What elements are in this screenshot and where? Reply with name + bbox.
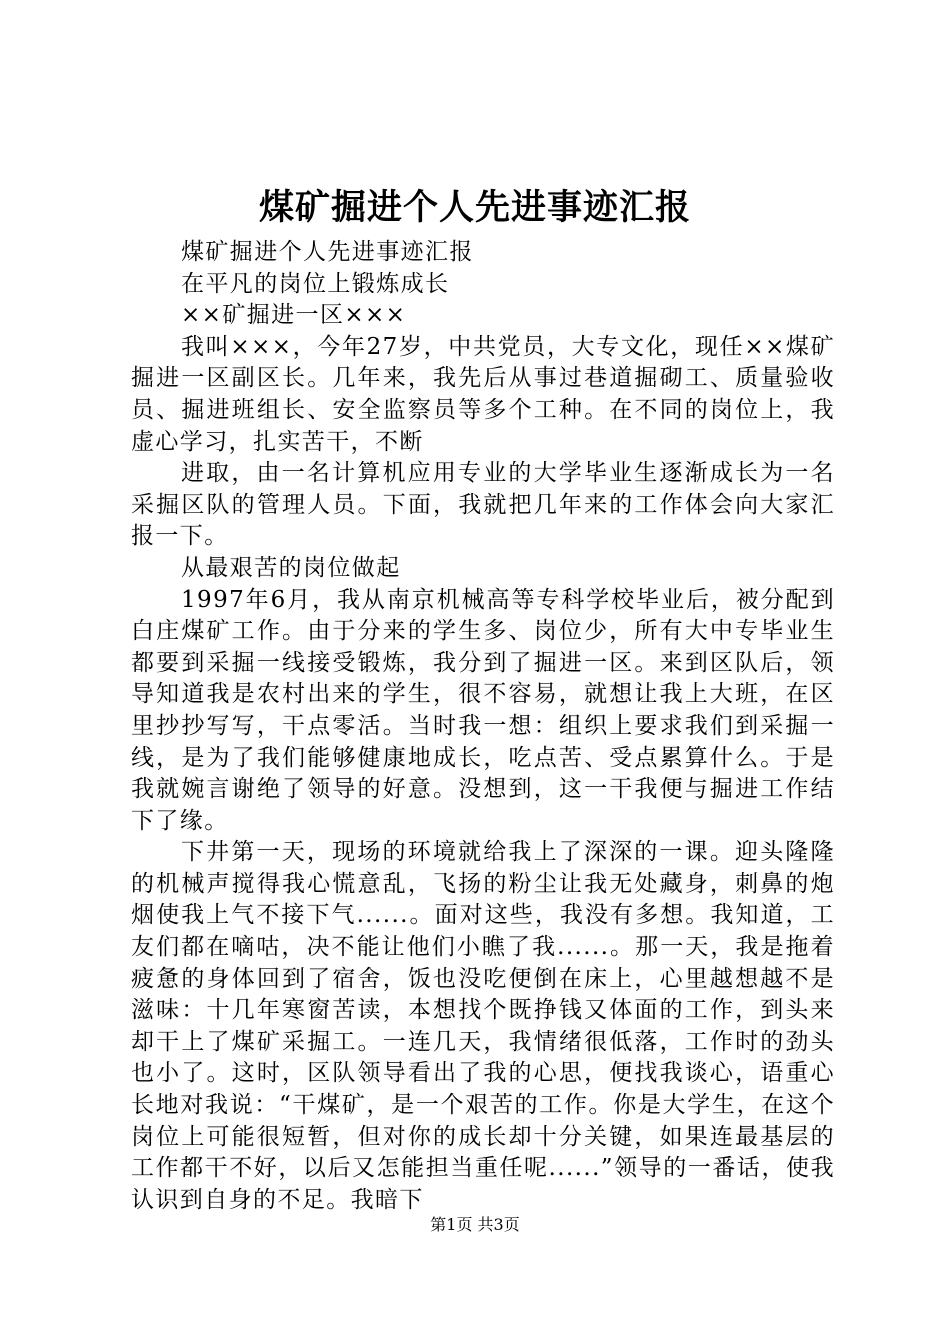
paragraph-author: ××矿掘进一区××× xyxy=(181,302,407,329)
section-heading: 从最艰苦的岗位做起 xyxy=(181,554,401,581)
paragraph-intro-continued: 进取，由一名计算机应用专业的大学毕业生逐渐成长为一名采掘区队的管理人员。下面，我就把几年来的工作体会向大家汇报一下。 xyxy=(131,460,835,550)
paragraph-body: 下井第一天，现场的环境就给我上了深深的一课。迎头隆隆的机械声搅得我心慌意乱，飞扬的粉尘让我无处藏身，刺鼻的炮烟使我上气不接下气......。面对这些，我没有多想。我知道，工友们都在嘀咕，决不能让他们小瞧了我......。那一天，我是拖着疲惫的身体回到了宿舍，饭也没吃便倒在床上，心里越想越不是滋味：十几年寒窗苦读，本想找个既挣钱又体面的工作，到头来却干上了煤矿采掘工。一连几天，我情绪很低落，工作时的劲头也小了。这时，区队领导看出了我的心思，便找我谈心，语重心长地对我说：“干煤矿，是一个艰苦的工作。你是大学生，在这个岗位上可能很短暂，但对你的成长却十分关键，如果连最基层的工作都干不好，以后又怎能担当重任呢......”领导的一番话，使我认识到自身的不足。我暗下 xyxy=(131,839,835,1213)
paragraph-heading: 在平凡的岗位上锻炼成长 xyxy=(181,270,450,297)
document-title: 煤矿掘进个人先进事迹汇报 xyxy=(258,187,691,228)
paragraph-subtitle: 煤矿掘进个人先进事迹汇报 xyxy=(181,239,474,265)
document-body xyxy=(131,237,835,1216)
paragraph-intro: 我叫×××，今年27岁，中共党员，大专文化，现任××煤矿掘进一区副区长。几年来，我先后从事过巷道掘砌工、质量验收员、掘进班组长、安全监察员等多个工种。在不同的岗位上，我虚心学习，扎实苦干，不断 xyxy=(131,333,835,455)
page-footer: 第1页 共3页 xyxy=(430,1215,520,1234)
paragraph-body: 1997年6月，我从南京机械高等专科学校毕业后，被分配到白庄煤矿工作。由于分来的学生多、岗位少，所有大中专毕业生都要到采掘一线接受锻炼，我分到了掘进一区。来到区队后，领导知道我是农村出来的学生，很不容易，就想让我上大班，在区里抄抄写写，干点零活。当时我一想：组织上要求我们到采掘一线，是为了我们能够健康地成长，吃点苦、受点累算什么。于是我就婉言谢绝了领导的好意。没想到，这一干我便与掘进工作结下了缘。 xyxy=(131,586,835,834)
